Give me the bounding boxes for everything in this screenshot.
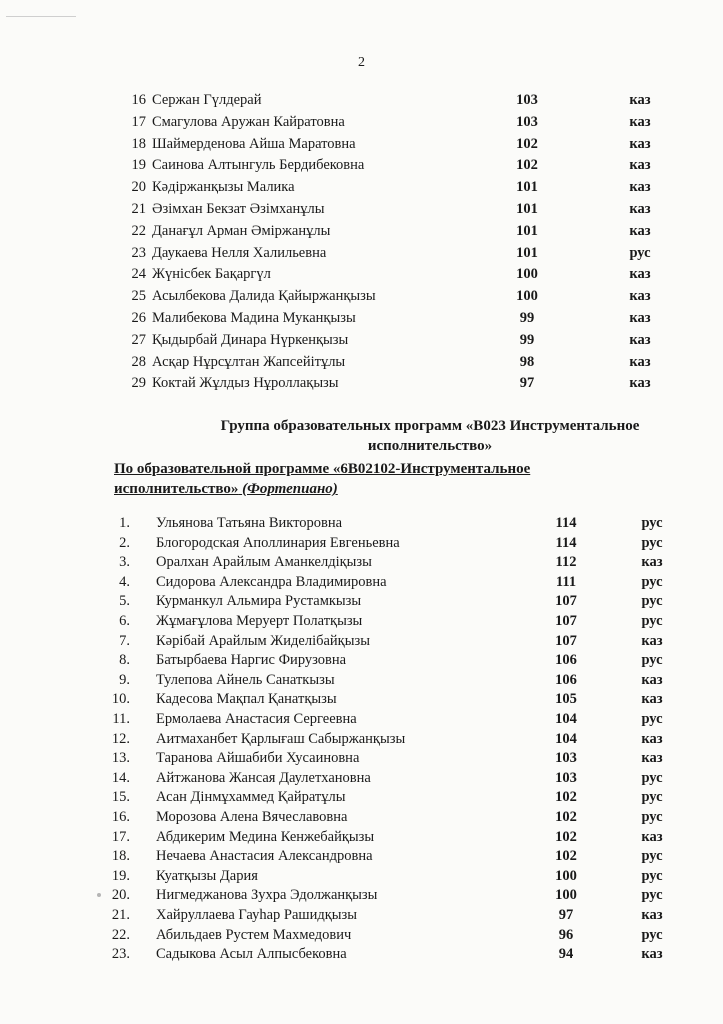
- score-value: 103: [516, 92, 538, 108]
- row-number: 26: [131, 310, 146, 326]
- applicant-name: Данағұл Арман Әміржанұлы: [152, 222, 331, 239]
- row-number: 23.: [111, 946, 130, 963]
- group-heading-line1: Группа образовательных программ «В023 Инструментальное: [220, 418, 640, 434]
- row-number: 19.: [111, 867, 130, 884]
- language-label: рус: [641, 711, 663, 727]
- list-item: [0, 90, 723, 110]
- group-heading-line2: исполнительство»: [367, 438, 493, 454]
- language-label: рус: [641, 887, 663, 904]
- applicant-name: Кәдіржанқызы Малика: [152, 179, 295, 196]
- list-item: [0, 533, 723, 553]
- list-item: [0, 373, 723, 393]
- language-label: рус: [641, 769, 663, 786]
- score-value: 99: [519, 310, 535, 326]
- applicant-name: Нечаева Анастасия Александровна: [156, 848, 373, 865]
- list-item: [0, 330, 723, 350]
- language-label: каз: [641, 554, 663, 571]
- applicant-name: Қыдырбай Динара Нүркенқызы: [152, 331, 349, 348]
- language-label: каз: [629, 288, 651, 305]
- language-label: рус: [641, 593, 663, 610]
- language-label: каз: [629, 113, 651, 130]
- language-label: каз: [641, 730, 663, 747]
- program-heading-line2-text: исполнительство»: [114, 481, 239, 497]
- score-value: 104: [555, 730, 577, 747]
- row-number: 25: [131, 288, 146, 305]
- applicant-name: Смагулова Аружан Кайратовна: [152, 113, 345, 130]
- list-item: [0, 155, 723, 175]
- list-item: [0, 631, 723, 651]
- row-number: 15.: [111, 789, 130, 806]
- page-number: 2: [358, 55, 365, 70]
- applicant-name: Абдикерим Медина Кенжебайқызы: [156, 828, 375, 845]
- list-item: [0, 352, 723, 372]
- score-value: 114: [555, 534, 577, 551]
- list-item: [0, 650, 723, 670]
- applicant-name: Шаймерденова Айша Маратовна: [152, 135, 356, 152]
- row-number: 13.: [111, 750, 130, 767]
- language-label: каз: [629, 179, 651, 196]
- row-number: 19: [131, 157, 146, 174]
- program-heading-line2: [114, 479, 614, 499]
- language-label: каз: [629, 331, 651, 348]
- row-number: 18.: [111, 848, 130, 865]
- applicant-name: Курманкул Альмира Рустамкызы: [156, 593, 362, 610]
- applicant-name: Садыкова Асыл Алпысбековна: [156, 946, 347, 963]
- list-item: [0, 670, 723, 690]
- list-item: [0, 611, 723, 631]
- list-item: [0, 748, 723, 768]
- row-number: 29: [131, 375, 146, 392]
- language-label: рус: [641, 534, 663, 551]
- language-label: каз: [629, 157, 651, 174]
- language-label: рус: [641, 789, 663, 806]
- row-number: 1.: [119, 515, 130, 531]
- applicant-name: Малибекова Мадина Муканқызы: [152, 310, 356, 326]
- list-item: [0, 264, 723, 284]
- score-value: 100: [555, 867, 577, 884]
- list-item: [0, 885, 723, 905]
- list-item: [0, 199, 723, 219]
- row-number: 12.: [111, 730, 130, 747]
- language-label: каз: [629, 375, 651, 392]
- score-value: 100: [516, 288, 538, 305]
- applicant-name: Блогородская Аполлинария Евгеньевна: [156, 534, 400, 551]
- applicant-name: Жұмағұлова Меруерт Полатқызы: [156, 613, 363, 629]
- list-item: [0, 905, 723, 925]
- list-item: [0, 689, 723, 709]
- score-value: 101: [516, 179, 538, 196]
- row-number: 22: [131, 222, 146, 239]
- row-number: 28: [131, 353, 146, 370]
- language-label: рус: [641, 809, 663, 825]
- language-label: каз: [629, 222, 651, 239]
- language-label: рус: [641, 867, 663, 884]
- list-item: [0, 729, 723, 749]
- scan-mark: [6, 16, 76, 17]
- applicant-name: Даукаева Нелля Халильевна: [152, 244, 327, 261]
- list-item: [0, 591, 723, 611]
- row-number: 18: [131, 135, 146, 152]
- list-item: [0, 827, 723, 847]
- list-item: [0, 177, 723, 197]
- language-label: каз: [629, 353, 651, 370]
- applicant-name: Ермолаева Анастасия Сергеевна: [156, 711, 357, 727]
- applicant-name: Оралхан Арайлым Аманкелдіқызы: [156, 554, 372, 571]
- list-item: [0, 944, 723, 964]
- list-item: [0, 243, 723, 263]
- score-value: 107: [555, 613, 577, 629]
- language-label: каз: [629, 310, 651, 326]
- list-item: [0, 572, 723, 592]
- applicant-name: Сержан Гүлдерай: [152, 92, 262, 108]
- applicant-name: Батырбаева Наргис Фирузовна: [156, 652, 347, 669]
- row-number: 6.: [119, 613, 130, 629]
- list-item: [0, 221, 723, 241]
- row-number: 17: [131, 113, 146, 130]
- row-number: 27: [131, 331, 146, 348]
- list-item: [0, 807, 723, 827]
- list-item: [0, 925, 723, 945]
- score-value: 102: [555, 828, 577, 845]
- score-value: 106: [555, 652, 577, 669]
- score-value: 101: [516, 201, 538, 217]
- list-item: [0, 513, 723, 533]
- program-heading-line1: По образовательной программе «6В02102-Инструментальное: [114, 461, 531, 477]
- row-number: 8.: [119, 652, 130, 669]
- applicant-name: Асан Дінмұхаммед Қайратұлы: [156, 789, 346, 806]
- applicant-name: Саинова Алтынгуль Бердибековна: [152, 157, 365, 174]
- score-value: 100: [555, 887, 577, 904]
- score-value: 112: [555, 554, 577, 571]
- language-label: каз: [629, 266, 651, 283]
- score-value: 107: [555, 632, 577, 649]
- applicant-name: Таранова Айшабиби Хусаиновна: [156, 750, 360, 767]
- score-value: 99: [519, 331, 535, 348]
- applicant-name: Сидорова Александра Владимировна: [156, 573, 387, 590]
- score-value: 102: [516, 135, 538, 152]
- score-value: 97: [519, 375, 535, 392]
- applicant-name: Куатқызы Дария: [156, 867, 258, 884]
- applicant-name: Аитмаханбет Қарлығаш Сабыржанқызы: [156, 730, 406, 747]
- score-value: 97: [558, 907, 574, 923]
- row-number: 14.: [111, 769, 130, 786]
- applicant-name: Әзімхан Бекзат Әзімханұлы: [152, 201, 325, 217]
- score-value: 103: [555, 750, 577, 767]
- row-number: 2.: [119, 534, 130, 551]
- row-number: 23: [131, 244, 146, 261]
- language-label: рус: [629, 244, 651, 261]
- language-label: каз: [641, 828, 663, 845]
- row-number: 20: [131, 179, 146, 196]
- language-label: каз: [629, 201, 651, 217]
- language-label: рус: [641, 652, 663, 669]
- applicant-name: Кәрібай Арайлым Жиделібайқызы: [156, 632, 370, 649]
- row-number: 21: [131, 201, 146, 217]
- language-label: рус: [641, 848, 663, 865]
- list-item: [0, 134, 723, 154]
- score-value: 103: [516, 113, 538, 130]
- score-value: 102: [555, 848, 577, 865]
- score-value: 96: [558, 926, 574, 943]
- applicant-name: Морозова Алена Вячеславовна: [156, 809, 348, 825]
- score-value: 104: [555, 711, 577, 727]
- applicant-name: Кадесова Мақпал Қанатқызы: [156, 691, 337, 708]
- list-item: [0, 308, 723, 328]
- row-number: 5.: [119, 593, 130, 610]
- applicant-name: Ульянова Татьяна Викторовна: [156, 515, 343, 531]
- row-number: 11.: [112, 711, 130, 727]
- score-value: 102: [555, 789, 577, 806]
- language-label: каз: [641, 691, 663, 708]
- language-label: каз: [641, 632, 663, 649]
- row-number: 22.: [111, 926, 130, 943]
- applicant-name: Асылбекова Далида Қайыржанқызы: [152, 288, 376, 305]
- program-heading: [114, 459, 614, 499]
- applicant-name: Нигмеджанова Зухра Эдолжанқызы: [156, 887, 378, 904]
- row-number: 17.: [111, 828, 130, 845]
- language-label: каз: [641, 907, 663, 923]
- score-value: 101: [516, 244, 538, 261]
- language-label: рус: [641, 573, 663, 590]
- score-value: 101: [516, 222, 538, 239]
- score-value: 106: [555, 671, 577, 688]
- score-value: 102: [516, 157, 538, 174]
- list-item: [0, 112, 723, 132]
- row-number: 10.: [111, 691, 130, 708]
- row-number: 21.: [111, 907, 130, 923]
- applicant-name: Жүнісбек Бақаргүл: [152, 266, 271, 283]
- list-item: [0, 768, 723, 788]
- applicant-name: Хайруллаева Гауһар Рашидқызы: [156, 907, 357, 923]
- applicant-name: Коктай Жұлдыз Нұроллақызы: [152, 375, 339, 392]
- score-value: 114: [555, 515, 577, 531]
- list-item: [0, 709, 723, 729]
- language-label: рус: [641, 515, 663, 531]
- row-number: 9.: [119, 671, 130, 688]
- applicant-name: Абильдаев Рустем Махмедович: [156, 926, 352, 943]
- row-number: 16.: [111, 809, 130, 825]
- language-label: каз: [641, 671, 663, 688]
- list-item: [0, 866, 723, 886]
- score-value: 103: [555, 769, 577, 786]
- language-label: каз: [641, 750, 663, 767]
- row-number: 7.: [119, 632, 130, 649]
- row-number: 24: [131, 266, 146, 283]
- score-value: 102: [555, 809, 577, 825]
- list-item: [0, 787, 723, 807]
- score-value: 98: [519, 353, 535, 370]
- list-item: [0, 846, 723, 866]
- score-value: 105: [555, 691, 577, 708]
- program-specialty: (Фортепиано): [242, 481, 338, 497]
- row-number: 16: [131, 92, 146, 108]
- score-value: 107: [555, 593, 577, 610]
- score-value: 100: [516, 266, 538, 283]
- language-label: рус: [641, 926, 663, 943]
- language-label: каз: [629, 135, 651, 152]
- row-number: 4.: [119, 573, 130, 590]
- list-item: [0, 552, 723, 572]
- score-value: 94: [558, 946, 574, 963]
- list-item: [0, 286, 723, 306]
- language-label: каз: [629, 92, 651, 108]
- applicant-name: Асқар Нұрсұлтан Жапсейітұлы: [152, 353, 346, 370]
- group-heading: [150, 416, 710, 456]
- row-number: 20.: [111, 887, 130, 904]
- language-label: каз: [641, 946, 663, 963]
- language-label: рус: [641, 613, 663, 629]
- row-number: 3.: [119, 554, 130, 571]
- score-value: 111: [555, 573, 577, 590]
- applicant-name: Тулепова Айнель Санаткызы: [156, 671, 335, 688]
- applicant-name: Айтжанова Жансая Даулетхановна: [156, 769, 371, 786]
